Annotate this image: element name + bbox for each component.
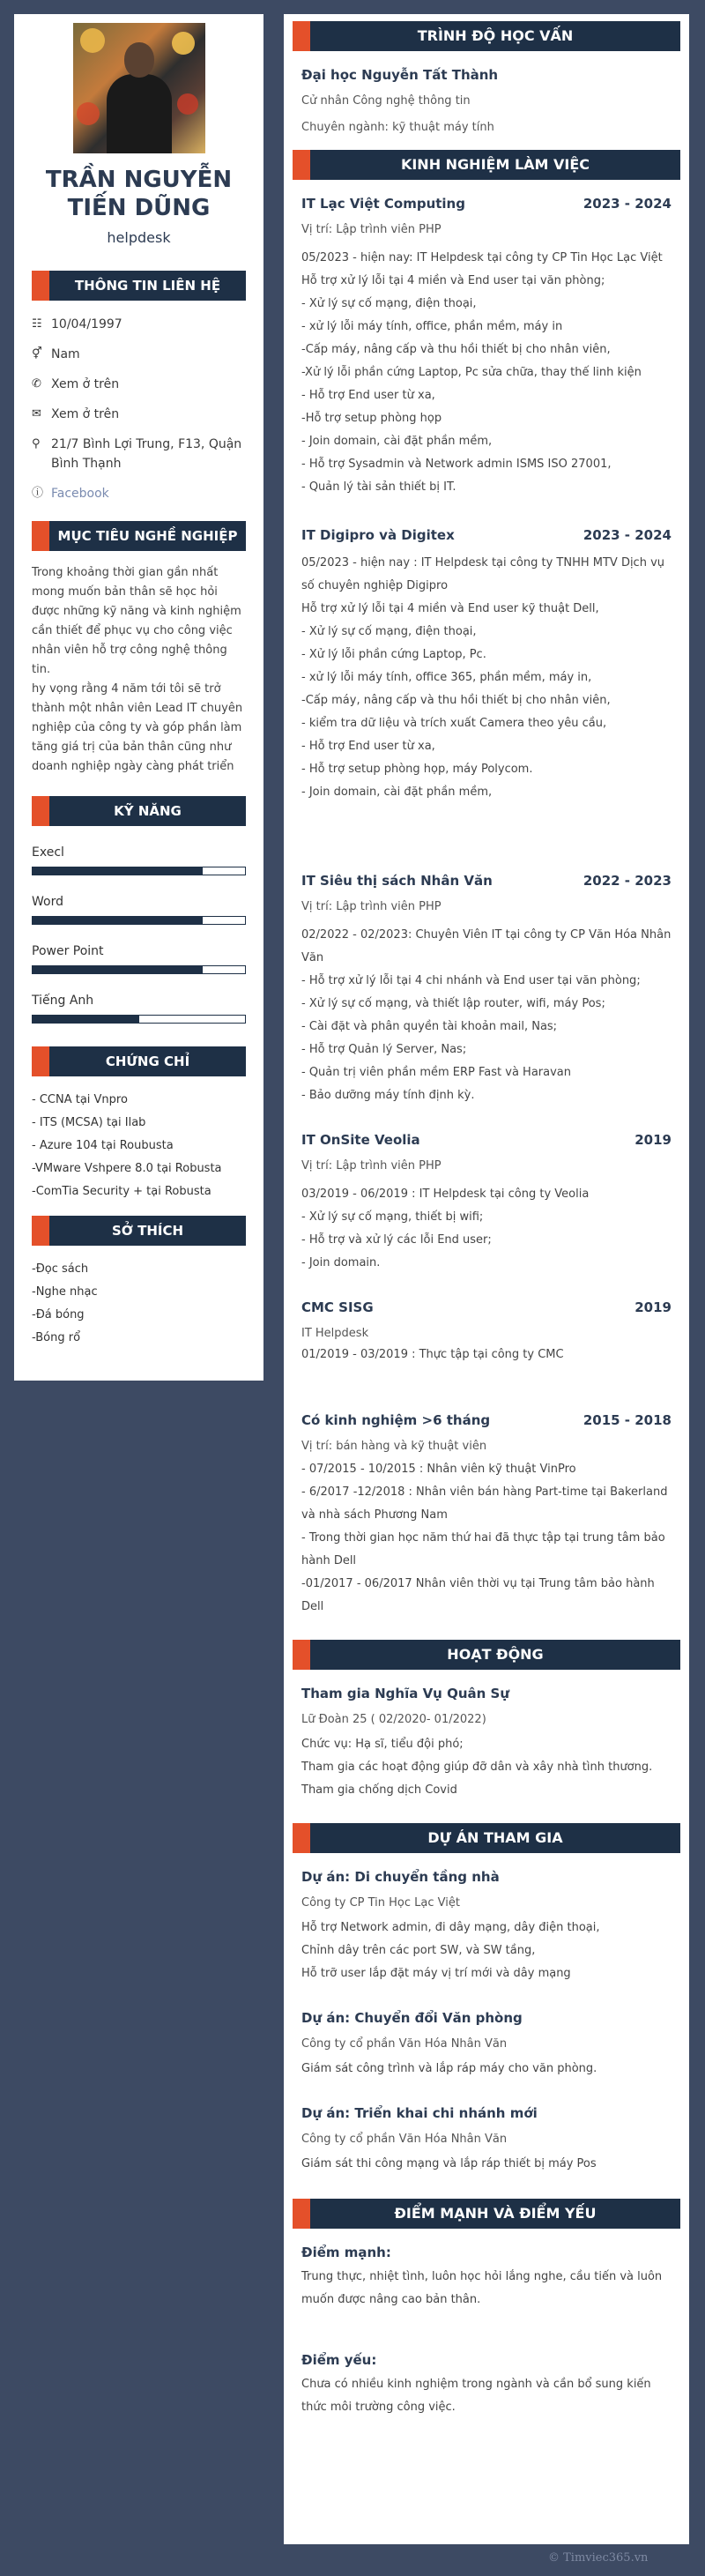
skill-bar (33, 867, 203, 875)
footer-watermark: © Timviec365.vn (548, 2551, 649, 2565)
experience-item: IT Lạc Việt Computing 2023 - 2024 Vị trí: Lập trình viên PHP 05/2023 - hiện nay: IT Helpdesk tại công ty CP Tin Học Lạc Việt Hỗ trợ xử lý lỗi tại 4 miền và End user tại văn phòng; - Xử lý sự cố mạng, điện thoại, - xử lý lỗi máy tính, office, phần mềm, máy in -Cấp máy, nâng cấp và thu hồi thiết bị cho nhân viên, -Xử lý lỗi phần cứng Laptop, Pc sửa chữa, thay thế linh kiện - Hỗ trợ End user từ xa, -Hỗ trợ setup phòng họp - Join domain, cài đặt phần mềm, - Hỗ trợ Sysadmin và Network admin ISMS ISO 27001, - Quản lý tài sản thiết bị IT. (301, 196, 672, 494)
experience-item: IT Siêu thị sách Nhân Văn 2022 - 2023 Vị trí: Lập trình viên PHP 02/2022 - 02/2023: Chuyên Viên IT tại công ty CP Văn Hóa Nhân Văn - Hỗ trợ xử lý lỗi tại 4 chi nhánh và End user tại văn phòng; - Xử lý sự cố mạng, và thiết lập router, wifi, máy Pos; - Cài đặt và phân quyền tài khoản mail, Nas; - Hỗ trợ Quản lý Server, Nas; - Quản trị viên phần mềm ERP Fast và Haravan - Bảo dưỡng máy tính định kỳ. (301, 873, 672, 1102)
skill-item: Word (32, 895, 246, 925)
major: Chuyên ngành: kỹ thuật máy tính (301, 121, 494, 134)
envelope-icon: ✉ (32, 407, 41, 421)
list-item: -VMware Vshpere 8.0 tại Robusta (32, 1162, 222, 1175)
left-column (14, 14, 263, 1381)
list-item: - ITS (MCSA) tại Ilab (32, 1116, 146, 1129)
strengths-entry (301, 2245, 672, 2419)
project-item: Dự án: Chuyển đổi Văn phòng Công ty cổ phần Văn Hóa Nhân Văn Giám sát công trình và lắp ráp máy cho văn phòng. (301, 2010, 597, 2075)
experience-item: IT OnSite Veolia 2019 Vị trí: Lập trình viên PHP 03/2019 - 06/2019 : IT Helpdesk tại công ty Veolia - Xử lý sự cố mạng, thiết bị wifi; - Hỗ trợ và xử lý các lỗi End user; - Join domain. (301, 1132, 672, 1269)
skill-item: Execl (32, 845, 246, 875)
certificates-heading: CHỨNG CHỈ (32, 1046, 246, 1076)
list-item: -ComTia Security + tại Robusta (32, 1185, 212, 1198)
list-item: -Bóng rổ (32, 1331, 81, 1344)
skills-list (14, 845, 263, 1024)
experience-item: Có kinh nghiệm >6 tháng 2015 - 2018 Vị trí: bán hàng và kỹ thuật viên - 07/2015 - 10/2015 : Nhân viên kỹ thuật VinPro - 6/2017 -12/2018 : Nhân viên bán hàng Part-time tại Bakerland và nhà sách Phương Nam - Trong thời gian học năm thứ hai đã thực tập tại trung tâm bảo hành Dell -01/2017 - 06/2017 Nhân viên thời vụ tại Trung tâm bảo hành Dell (301, 1412, 672, 1613)
activity-entry: Tham gia Nghĩa Vụ Quân Sự Lữ Đoàn 25 ( 02/2020- 01/2022) Chức vụ: Hạ sĩ, tiểu đội phó; Tham gia các hoạt động giúp đỡ dân và xây nhà tình thương. Tham gia chống dịch Covid (301, 1686, 653, 1797)
hobbies-list (32, 1258, 246, 1350)
strengths-heading: ĐIỂM MẠNH VÀ ĐIỂM YẾU (293, 2199, 680, 2229)
list-item: -Nghe nhạc (32, 1285, 98, 1299)
candidate-title: helpdesk (107, 229, 171, 246)
address-row: ⚲ 21/7 Bình Lợi Trung, F13, Quận Bình Thạnh (32, 435, 246, 473)
weak-text: Chưa có nhiều kinh nghiệm trong ngành và cần bổ sung kiến thức môi trường công việc. (301, 2378, 651, 2414)
facebook-row[interactable] (32, 484, 246, 503)
list-item: -Đọc sách (32, 1262, 89, 1276)
skill-bar (33, 966, 203, 973)
map-pin-icon: ⚲ (32, 437, 41, 450)
strong-label: Điểm mạnh: (301, 2245, 391, 2260)
candidate-name: TRẦN NGUYỄN TIẾN DŨNG (45, 167, 233, 221)
experience-heading: KINH NGHIỆM LÀM VIỆC (293, 150, 680, 180)
education-heading: TRÌNH ĐỘ HỌC VẤN (293, 21, 680, 51)
list-item: -Đá bóng (32, 1308, 85, 1322)
weak-label: Điểm yếu: (301, 2352, 377, 2368)
objective-heading: MỤC TIÊU NGHỀ NGHIỆP (32, 521, 246, 551)
experience-item: IT Digipro và Digitex 2023 - 2024 05/2023 - hiện nay : IT Helpdesk tại công ty TNHH MTV Dịch vụ số chuyên nghiệp Digipro Hỗ trợ xử lý lỗi tại 4 miền và End user kỹ thuật Dell, - Xử lý sự cố mạng, điện thoại, - Xử lý lỗi phần cứng Laptop, Pc. - xử lý lỗi máy tính, office 365, phần mềm, máy in, -Cấp máy, nâng cấp và thu hồi thiết bị cho nhân viên, - kiểm tra dữ liệu và trích xuất Camera theo yêu cầu, - Hỗ trợ End user từ xa, - Hỗ trợ setup phòng họp, máy Polycom. - Join domain, cài đặt phần mềm, (301, 527, 672, 799)
gender-icon: ⚥ (32, 347, 42, 361)
objective-text: Trong khoảng thời gian gần nhất mong muốn bản thân sẽ học hỏi được những kỹ năng và kinh nghiệm cần thiết để phục vụ cho công việc nhân viên hỗ trợ công nghệ thông tin. hy vọng rằng 4 năm tới tôi sẽ trở thành một nhân viên Lead IT chuyên nghiệp của công ty và góp phần làm tăng giá trị của bản thân cũng như doanh nghiệp ngày càng phát triển (32, 566, 243, 773)
facebook-icon: ⓘ (32, 487, 44, 500)
project-item: Dự án: Triển khai chi nhánh mới Công ty cổ phần Văn Hóa Nhân Văn Giám sát thi công mạng và lắp ráp thiết bị máy Pos (301, 2105, 597, 2170)
skill-item: Tiếng Anh (32, 994, 246, 1024)
activities-heading: HOẠT ĐỘNG (293, 1640, 680, 1670)
contact-heading: THÔNG TIN LIÊN HỆ (32, 271, 246, 301)
education-entry (301, 65, 672, 138)
experience-item: CMC SISG 2019 IT Helpdesk 01/2019 - 03/2019 : Thực tập tại công ty CMC (301, 1299, 672, 1361)
calendar-icon: ☷ (32, 317, 42, 331)
list-item: - Azure 104 tại Roubusta (32, 1139, 174, 1152)
degree: Cử nhân Công nghệ thông tin (301, 94, 471, 108)
projects-heading: DỰ ÁN THAM GIA (293, 1823, 680, 1853)
skill-item: Power Point (32, 944, 246, 974)
right-column (284, 14, 689, 2544)
strong-text: Trung thực, nhiệt tình, luôn học hỏi lắng nghe, cầu tiến và luôn muốn được nâng cao bản thân. (301, 2270, 663, 2306)
hobbies-heading: SỞ THÍCH (32, 1216, 246, 1246)
project-item: Dự án: Di chuyển tầng nhà Công ty CP Tin Học Lạc Việt Hỗ trợ Network admin, đi dây mạng, dây điện thoại, Chỉnh dây trên các port SW, và SW tầng, Hỗ trỡ user lắp đặt máy vị trí mới và dây mạng (301, 1869, 600, 1980)
phone-row: ✆ Xem ở trên (32, 375, 246, 394)
phone-icon: ✆ (32, 377, 41, 391)
facebook-link[interactable]: Facebook (51, 487, 109, 501)
school-name: Đại học Nguyễn Tất Thành (301, 67, 499, 83)
email-row: ✉ Xem ở trên (32, 405, 246, 424)
list-item: - CCNA tại Vnpro (32, 1093, 128, 1106)
skills-heading: KỸ NĂNG (32, 796, 246, 826)
skill-bar (33, 1016, 139, 1023)
certificates-list (32, 1089, 246, 1203)
skill-bar (33, 917, 203, 924)
contact-info (32, 315, 246, 503)
avatar (73, 23, 205, 153)
birthday-row: ☷ 10/04/1997 (32, 315, 246, 334)
gender-row: ⚥ Nam (32, 345, 246, 364)
